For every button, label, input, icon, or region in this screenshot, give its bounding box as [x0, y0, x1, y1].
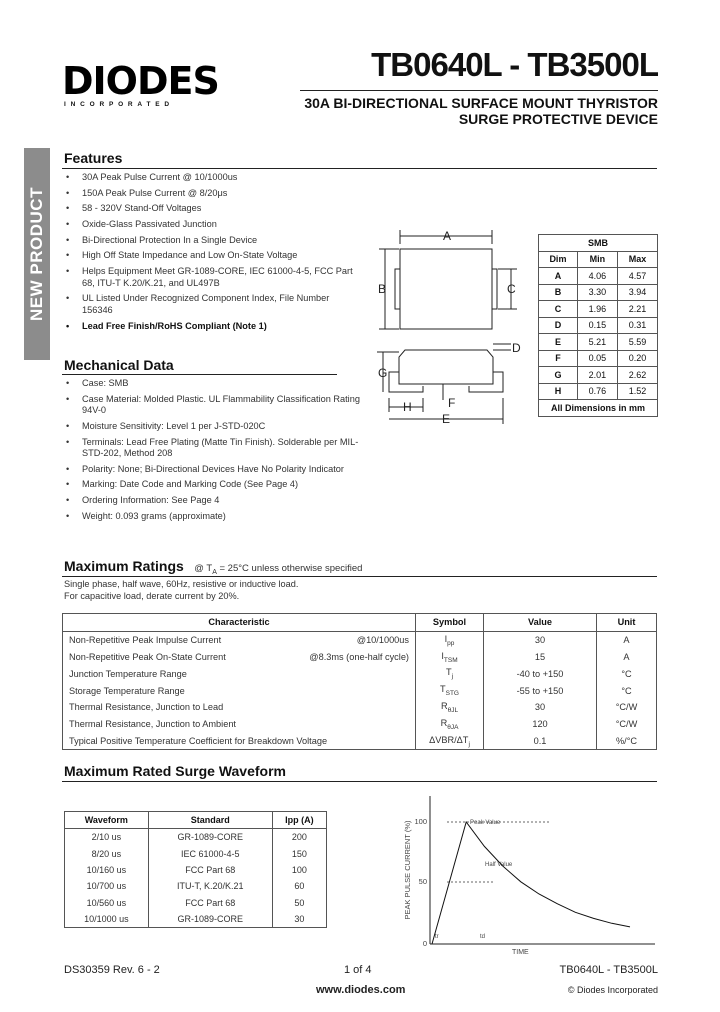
dim-label-h: H [403, 400, 412, 414]
sidebar-label: NEW PRODUCT [27, 187, 46, 321]
table-row: E 5.21 5.59 [539, 334, 658, 351]
ratings-heading-row [64, 558, 362, 576]
ratings-heading: Maximum Ratings [64, 558, 184, 574]
ratings-note-2: For capacitive load, derate current by 20%. [64, 590, 240, 601]
dim-label-a: A [443, 229, 452, 243]
list-item: • Marking: Date Code and Marking Code (See Page 4) [62, 479, 362, 491]
dim-label-g: G [378, 366, 388, 380]
td-annotation: td [480, 934, 486, 940]
list-item: • Oxide-Glass Passivated Junction [62, 219, 362, 231]
list-item: • Lead Free Finish/RoHS Compliant (Note 1) [62, 321, 362, 333]
table-row: D 0.15 0.31 [539, 317, 658, 334]
subtitle-line-1: 30A BI-DIRECTIONAL SURFACE MOUNT THYRISTOR [304, 95, 658, 111]
website-link[interactable]: www.diodes.com [316, 984, 406, 996]
mechanical-heading: Mechanical Data [64, 357, 174, 373]
part-title: TB0640L - TB3500L [371, 46, 658, 83]
table-row: H 0.76 1.52 [539, 383, 658, 400]
table-row: 10/160 us FCC Part 68 100 [65, 862, 327, 878]
ratings-notes [64, 579, 298, 602]
column-header: Dim [539, 251, 578, 268]
dim-label-e: E [442, 412, 451, 426]
mechanical-divider [62, 374, 337, 375]
doc-number: DS30359 Rev. 6 - 2 [64, 964, 160, 976]
list-item: • Weight: 0.093 grams (approximate) [62, 511, 362, 523]
column-header: Value [484, 614, 597, 632]
ratings-divider [62, 576, 657, 577]
dimension-table-footer: All Dimensions in mm [539, 400, 658, 417]
column-header: Max [617, 251, 657, 268]
dim-label-d: D [512, 341, 521, 355]
list-item: • Polarity: None; Bi-Directional Devices Have No Polarity Indicator [62, 464, 362, 476]
features-heading: Features [64, 150, 123, 166]
table-row: 2/10 us GR-1089-CORE 200 [65, 829, 327, 846]
ratings-note-1: Single phase, half wave, 60Hz, resistive or inductive load. [64, 579, 299, 589]
dimension-table [538, 234, 658, 417]
table-row: 10/700 us ITU-T, K.20/K.21 60 [65, 878, 327, 894]
ratings-condition: @ $T_A = 25^\circ C$ unless otherwise specified [194, 563, 363, 576]
list-item: • Helps Equipment Meet GR-1089-CORE, IEC 61000-4-5, FCC Part 68, ITU-T K.20/K.21, and UL497B [62, 266, 362, 289]
package-side-body [399, 350, 493, 384]
table-row: 10/560 us FCC Part 68 50 [65, 894, 327, 910]
page-number: 1 of 4 [344, 964, 372, 976]
subtitle-line-2: SURGE PROTECTIVE DEVICE [458, 111, 658, 127]
table-row: Typical Positive Temperature Coefficient for Breakdown Voltage ΔVBR/$\Delta T_j$ 0.1 %/°C [63, 733, 657, 750]
table-row: 8/20 us IEC 61000-4-5 150 [65, 846, 327, 862]
ratings-table [62, 613, 657, 750]
table-row: G 2.01 2.62 [539, 367, 658, 384]
list-item: • Moisture Sensitivity: Level 1 per J-STD-020C [62, 421, 362, 433]
column-header: Ipp (A) [272, 812, 326, 829]
y-tick-label: 50 [418, 877, 427, 886]
smb-package-drawing [365, 222, 535, 432]
list-item: • Case: SMB [62, 378, 362, 390]
half-annotation: Half Value [485, 862, 513, 868]
surge-waveform-line [432, 822, 630, 944]
table-row: Storage Temperature Range $T_{STG}$ -55 to +150 °C [63, 682, 657, 699]
list-item: • High Off State Impedance and Low On-State Voltage [62, 250, 362, 262]
copyright: © Diodes Incorporated [567, 985, 658, 995]
column-header: Min [577, 251, 617, 268]
list-item: • Case Material: Molded Plastic. UL Flammability Classification Rating 94V-0 [62, 394, 362, 417]
column-header: Waveform [65, 812, 149, 829]
diodes-logo: DIODES [62, 59, 219, 103]
mechanical-list [62, 378, 362, 527]
surge-divider [62, 781, 657, 782]
peak-annotation: Peak Value [470, 820, 501, 826]
list-item: • Terminals: Lead Free Plating (Matte Tin Finish). Solderable per MIL-STD-202, Method 208 [62, 437, 362, 460]
column-header: Characteristic [63, 614, 416, 632]
package-top-body [400, 249, 492, 329]
list-item: • 150A Peak Pulse Current @ 8/20μs [62, 188, 362, 200]
table-row: Junction Temperature Range $T_j$ -40 to +150 °C [63, 665, 657, 682]
document-subtitle [304, 95, 658, 127]
list-item: • 30A Peak Pulse Current @ 10/1000us [62, 172, 362, 184]
list-item: • Bi-Directional Protection In a Single Device [62, 235, 362, 247]
table-row: F 0.05 0.20 [539, 350, 658, 367]
y-tick-label: 100 [414, 817, 427, 826]
table-row: Non-Repetitive Peak Impulse Current @10/1000us $I_{pp}$ 30 A [63, 631, 657, 648]
list-item: • 58 - 320V Stand-Off Voltages [62, 203, 362, 215]
tr-annotation: tr [435, 934, 439, 940]
table-row: C 1.96 2.21 [539, 301, 658, 318]
surge-table [64, 811, 327, 928]
new-product-sidebar [24, 148, 50, 360]
list-item: • Ordering Information: See Page 4 [62, 495, 362, 507]
table-row: Thermal Resistance, Junction to Lead $R_{\theta JL}$ 30 °C/W [63, 699, 657, 716]
logo-subtitle: INCORPORATED [64, 101, 174, 108]
surge-heading: Maximum Rated Surge Waveform [64, 763, 286, 779]
column-header: Unit [597, 614, 657, 632]
surge-waveform-chart [385, 788, 675, 956]
y-axis-label: PEAK PULSE CURRENT (%) [403, 820, 412, 920]
table-row: 10/1000 us GR-1089-CORE 30 [65, 911, 327, 928]
column-header: Symbol [416, 614, 484, 632]
footer-part: TB0640L - TB3500L [559, 964, 658, 976]
column-header: Standard [148, 812, 272, 829]
table-row: A 4.06 4.57 [539, 268, 658, 285]
title-divider [300, 90, 658, 91]
list-item: • UL Listed Under Recognized Component Index, File Number 156346 [62, 293, 362, 316]
dim-label-f: F [448, 396, 456, 410]
y-tick-label: 0 [422, 939, 427, 948]
dim-label-c: C [507, 282, 516, 296]
features-list [62, 172, 362, 336]
dimension-table-title: SMB [539, 235, 658, 252]
table-row: Non-Repetitive Peak On-State Current @8.3ms (one-half cycle) $I_{TSM}$ 15 A [63, 649, 657, 666]
table-row: Thermal Resistance, Junction to Ambient $R_{\theta JA}$ 120 °C/W [63, 716, 657, 733]
features-divider [62, 168, 657, 169]
x-axis-label: TIME [512, 949, 529, 956]
table-row: B 3.30 3.94 [539, 284, 658, 301]
dim-label-b: B [378, 282, 387, 296]
